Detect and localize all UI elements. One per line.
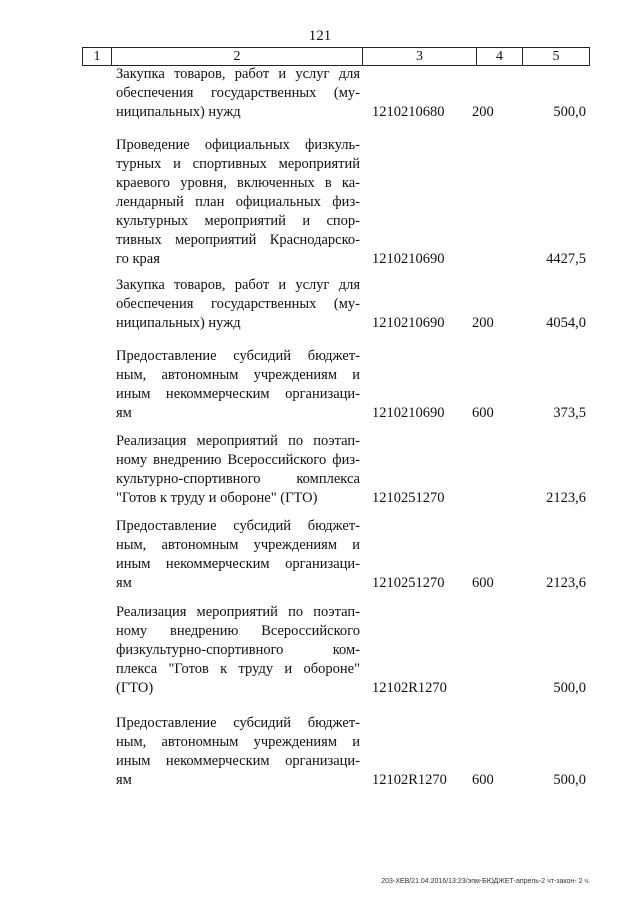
description-line: иным некоммерческим организаци- [116, 386, 360, 402]
table-row [116, 276, 586, 333]
document-footer: 203-ХЕВ/21.04.2016/13:23/эпм-БЮДЖЕТ-апрель-2 чт-закон- 2 ч. [381, 878, 590, 885]
row-amount: 2123,6 [546, 575, 586, 591]
row-description [116, 276, 360, 333]
description-line: турных и спортивных мероприятий [116, 156, 360, 172]
description-line: краевого уровня, включенных в ка- [116, 175, 360, 191]
description-line: ному внедрению Всероссийского [116, 623, 360, 639]
row-description [116, 65, 360, 122]
row-amount: 4427,5 [546, 251, 586, 267]
description-line: физкультурно-спортивного ком- [116, 642, 360, 658]
description-line: Закупка товаров, работ и услуг для [116, 66, 360, 82]
row-description [116, 603, 360, 698]
row-code: 12102R1270 [372, 680, 447, 696]
row-expense-type: 600 [472, 405, 494, 421]
description-line: плекса "Готов к труду и обороне" [116, 661, 360, 677]
row-expense-type: 200 [472, 315, 494, 331]
table-row [116, 517, 586, 593]
description-line: ным, автономным учреждениям и [116, 734, 360, 750]
description-line: Закупка товаров, работ и услуг для [116, 277, 360, 293]
row-amount: 4054,0 [546, 315, 586, 331]
description-line: тивных мероприятий Краснодарско- [116, 232, 360, 248]
description-line: ниципальных) нужд [116, 315, 241, 331]
row-expense-type: 600 [472, 772, 494, 788]
row-description [116, 432, 360, 508]
row-code: 1210251270 [372, 490, 445, 506]
description-line: ям [116, 772, 132, 788]
table-row [116, 432, 586, 508]
row-expense-type: 600 [472, 575, 494, 591]
description-line: иным некоммерческим организаци- [116, 753, 360, 769]
row-code: 1210210680 [372, 104, 445, 120]
table-row [116, 714, 586, 790]
description-line: ям [116, 405, 132, 421]
header-col-3: 3 [363, 48, 477, 65]
row-description [116, 517, 360, 593]
row-description [116, 136, 360, 269]
table-row [116, 347, 586, 423]
table-header [82, 47, 590, 66]
description-line: ным, автономным учреждениям и [116, 537, 360, 553]
row-expense-type: 200 [472, 104, 494, 120]
description-line: Проведение официальных физкуль- [116, 137, 360, 153]
table-row [116, 65, 586, 122]
description-line: Предоставление субсидий бюджет- [116, 518, 360, 534]
row-code: 1210251270 [372, 575, 445, 591]
row-amount: 373,5 [553, 405, 586, 421]
row-code: 1210210690 [372, 405, 445, 421]
table-row [116, 603, 586, 698]
description-line: обеспечения государственных (му- [116, 85, 360, 101]
description-line: "Готов к труду и обороне" (ГТО) [116, 490, 318, 506]
header-col-4: 4 [477, 48, 523, 65]
row-amount: 2123,6 [546, 490, 586, 506]
row-description [116, 347, 360, 423]
header-col-2: 2 [112, 48, 363, 65]
description-line: обеспечения государственных (му- [116, 296, 360, 312]
description-line: культурно-спортивного комплекса [116, 471, 360, 487]
description-line: Реализация мероприятий по поэтап- [116, 604, 360, 620]
header-col-5: 5 [552, 49, 560, 64]
description-line: го края [116, 251, 160, 267]
description-line: иным некоммерческим организаци- [116, 556, 360, 572]
description-line: Реализация мероприятий по поэтап- [116, 433, 360, 449]
description-line: культурных мероприятий и спор- [116, 213, 360, 229]
row-amount: 500,0 [553, 680, 586, 696]
row-code: 12102R1270 [372, 772, 447, 788]
description-line: Предоставление субсидий бюджет- [116, 348, 360, 364]
description-line: ям [116, 575, 132, 591]
description-line: ным, автономным учреждениям и [116, 367, 360, 383]
page-number: 121 [308, 28, 332, 44]
row-description [116, 714, 360, 790]
row-code: 1210210690 [372, 315, 445, 331]
table-row [116, 136, 586, 269]
description-line: ниципальных) нужд [116, 104, 241, 120]
header-col-1: 1 [83, 48, 112, 65]
description-line: ному внедрению Всероссийского физ- [116, 452, 360, 468]
row-code: 1210210690 [372, 251, 445, 267]
description-line: Предоставление субсидий бюджет- [116, 715, 360, 731]
description-line: (ГТО) [116, 680, 154, 696]
row-amount: 500,0 [553, 772, 586, 788]
description-line: лендарный план официальных физ- [116, 194, 360, 210]
row-amount: 500,0 [553, 104, 586, 120]
